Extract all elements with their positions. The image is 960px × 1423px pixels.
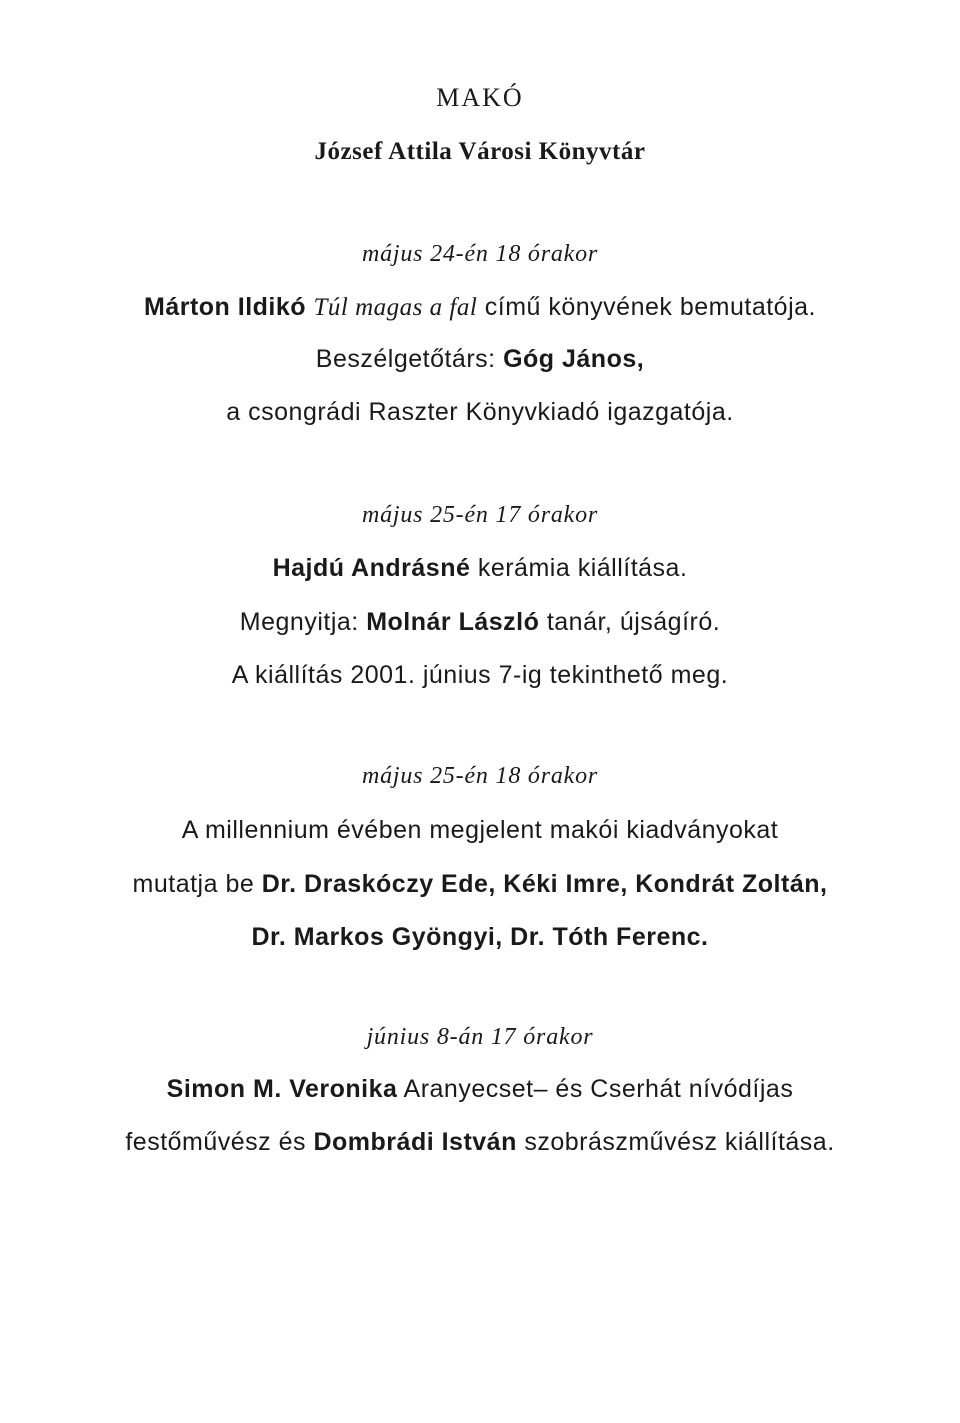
event-3-line-1: A millennium évében megjelent makói kiadványokat bbox=[181, 816, 779, 844]
event-3-line-2: mutatja be Dr. Draskóczy Ede, Kéki Imre, Kondrát Zoltán, bbox=[132, 870, 828, 898]
artist-name: Hajdú Andrásné bbox=[272, 554, 471, 582]
sculptor-name: Dombrádi István bbox=[313, 1128, 517, 1156]
event-1-line-1: Márton Ildikó Túl magas a fal című könyvének bemutatója. bbox=[144, 293, 816, 321]
presenter-names: Dr. Draskóczy Ede, Kéki Imre, Kondrát Zoltán, bbox=[261, 870, 828, 898]
event-1-date: május 24-én 18 órakor bbox=[361, 241, 599, 267]
interviewer-name: Góg János, bbox=[503, 345, 645, 373]
event-2-line-3: A kiállítás 2001. június 7-ig tekinthető meg. bbox=[231, 661, 729, 689]
painter-name: Simon M. Veronika bbox=[166, 1075, 398, 1103]
book-title: Túl magas a fal bbox=[313, 294, 478, 321]
event-3-line-3: Dr. Markos Gyöngyi, Dr. Tóth Ferenc. bbox=[251, 923, 709, 951]
event-1-line-3: a csongrádi Raszter Könyvkiadó igazgatója. bbox=[226, 398, 734, 426]
library-name: József Attila Városi Könyvtár bbox=[314, 138, 646, 165]
event-2-date: május 25-én 17 órakor bbox=[361, 502, 599, 528]
event-4-line-1: Simon M. Veronika Aranyecset– és Cserhát nívódíjas bbox=[166, 1075, 794, 1103]
event-4-line-2: festőművész és Dombrádi István szobrászművész kiállítása. bbox=[125, 1128, 835, 1156]
event-1-line-2: Beszélgetőtárs: Góg János, bbox=[315, 345, 645, 373]
event-2-line-2: Megnyitja: Molnár László tanár, újságíró. bbox=[239, 608, 721, 636]
opener-name: Molnár László bbox=[366, 608, 540, 636]
event-4-date: június 8-án 17 órakor bbox=[366, 1024, 594, 1050]
author-name: Márton Ildikó bbox=[144, 293, 307, 321]
page-title: MAKÓ bbox=[436, 83, 524, 112]
event-3-date: május 25-én 18 órakor bbox=[361, 763, 599, 789]
event-2-line-1: Hajdú Andrásné kerámia kiállítása. bbox=[272, 554, 688, 582]
